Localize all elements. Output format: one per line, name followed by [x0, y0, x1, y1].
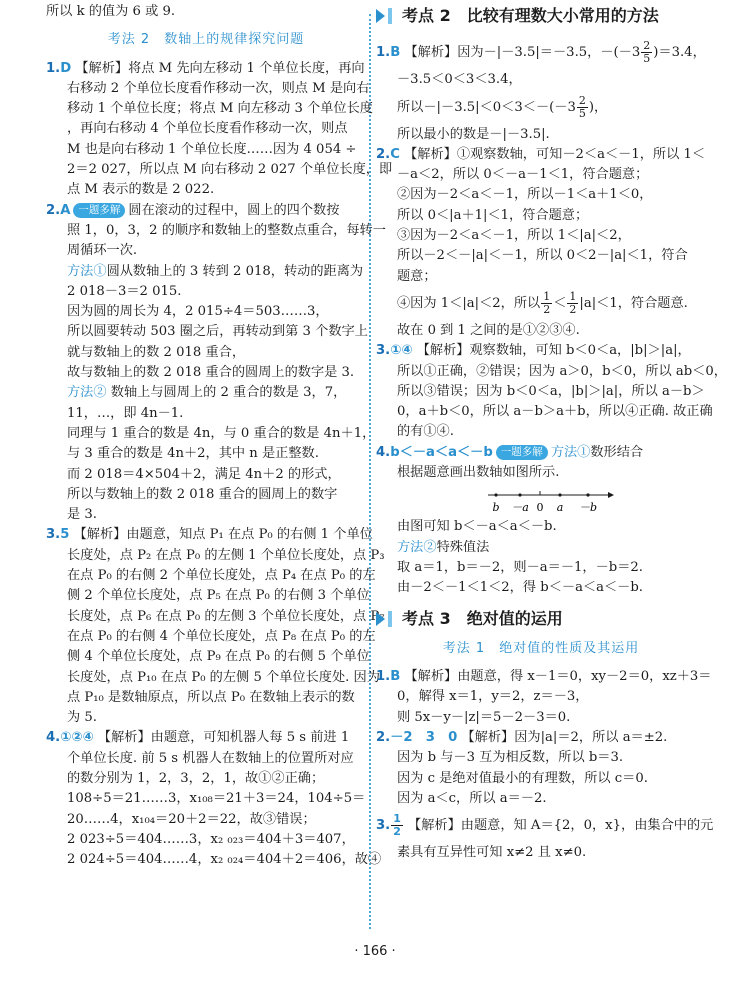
q1-line: ，再向右移动 4 个单位长度看作移动一次，则点 [67, 121, 348, 137]
bar-marker-icon [388, 611, 392, 627]
r-question-3 [376, 341, 727, 442]
q3-line: 侧 2 个单位长度处，点 P₅ 在点 P₀ 的右侧 3 个单位 [67, 588, 370, 604]
r-question-4 [376, 443, 706, 599]
fraction-denominator: 2 [393, 825, 401, 839]
multi-solution-tag: 一题多解 [496, 445, 548, 460]
r-question-1 [376, 36, 706, 145]
r3-line: 所以③错误；因为 b＜0＜a，|b|＞|a|，所以 a－b＞ [397, 383, 705, 399]
q1-answer: D [60, 60, 72, 76]
r1-line: －3.5＜0＜3＜3.4， [397, 72, 522, 88]
method-2-label: 方法② [397, 539, 437, 555]
r2-number: 2. [376, 146, 391, 162]
r2-line: ②因为－2＜a＜－1，所以－1＜a＋1＜0， [397, 187, 653, 203]
q3-line: 长度处，点 P₁₀ 在点 P₀ 的左侧 5 个单位长度处. 因为 [67, 669, 380, 685]
fraction [577, 95, 588, 120]
q2-line: 而 2 018＝4×504＋2，满足 4n＋2 的形式， [67, 466, 341, 482]
section-heading-3 [376, 609, 706, 629]
tick-neg-a [518, 494, 521, 497]
r3-answer: ①④ [390, 343, 413, 359]
q2-line: 数轴上与圆周上的 2 重合的数是 3，7， [110, 385, 347, 401]
q1-line: 右移动 2 个单位长度看作移动一次，则点 M 是向右 [67, 80, 370, 96]
tick-neg-b [586, 494, 589, 497]
r2-line: 题意； [397, 268, 437, 284]
r2-answer: C [390, 146, 400, 162]
right-column [376, 0, 727, 864]
method-1-label: 方法① [67, 263, 107, 279]
r2-line: 【解析】①观察数轴，可知－2＜a＜－1，所以 1＜ [404, 146, 706, 162]
r3-line: 所以①正确，②错误；因为 a＞0，b＜0，所以 ab＜0， [397, 363, 727, 379]
number-line-figure [412, 483, 706, 517]
r1-line: 【解析】因为－|－3.5|＝－3.5，－(－3 [404, 45, 641, 61]
r1-line: )， [588, 99, 608, 115]
q4-line: 的数分别为 1，2，3，2，1，故①②正确； [67, 770, 325, 786]
q4-answer: ①②④ [60, 730, 94, 746]
q2-line: 圆从数轴上的 3 转到 2 018，转动的距离为 [106, 263, 364, 279]
s3-answer-fraction [391, 813, 403, 838]
fraction-denominator: 2 [543, 302, 551, 316]
q3-line: 【解析】由题意，知点 P₁ 在点 P₀ 的右侧 1 个单位 [73, 527, 373, 543]
method-2-label: 方法② [67, 385, 107, 401]
q2-line: 所以与数轴上的数 2 018 重合的圆周上的数字 [67, 486, 338, 502]
fraction [641, 40, 652, 65]
r2-line: 所以 0＜|a＋1|＜1，符合题意； [397, 207, 589, 223]
r4-line: 由图可知 b＜－a＜a＜－b. [397, 519, 557, 535]
page-number: · 166 · [354, 944, 396, 959]
r3-line: 的有①④. [397, 424, 454, 440]
s-question-3 [376, 809, 714, 863]
s-question-1 [376, 667, 712, 728]
r1-line: 所以最小的数是－|－3.5|. [397, 126, 550, 142]
r4-line: 数形结合 [590, 444, 644, 460]
section-heading-2 [376, 6, 706, 26]
q2-line: 周循环一次. [67, 243, 138, 259]
fraction [541, 291, 552, 316]
question-4 [46, 728, 382, 870]
r2-line: ④因为 1＜|a|＜2，所以 [397, 295, 541, 311]
r3-number: 3. [376, 343, 391, 359]
q2-line: 所以圆要转动 503 圈之后，再转动到第 3 个数字上 [67, 324, 368, 340]
s3-line: 【解析】由题意，知 A＝{2，0，x}，由集合中的元 [408, 818, 714, 834]
r4-answer: b＜－a＜a＜－b [390, 444, 493, 460]
fraction-numerator: 2 [578, 93, 586, 107]
r3-line: 0，a＋b＜0，所以 a－b＞a＋b，所以④正确. 故正确 [397, 404, 713, 420]
q1-line: 2＝2 027，所以点 M 向右移动 2 027 个单位长度，即 [67, 162, 393, 178]
r2-line: －a＜2，所以 0＜－a－1＜1，符合题意； [397, 167, 649, 183]
r-question-2 [376, 145, 706, 341]
q3-line: 点 P₁₀ 是数轴原点，所以点 P₀ 在数轴上表示的数 [67, 689, 355, 705]
q2-line: 11，…，即 4n－1. [67, 405, 184, 421]
r1-number: 1. [376, 45, 391, 61]
label-neg-a: －a [511, 501, 529, 515]
method-1-label: 方法① [550, 444, 591, 460]
q2-line: 圆在滚动的过程中，圆上的四个数按 [128, 202, 340, 218]
question-3 [46, 525, 385, 728]
fraction-denominator: 5 [643, 52, 651, 66]
q1-line: M 也是向右移动 1 个单位长度……因为 4 054 ÷ [67, 141, 357, 157]
q2-answer: A [60, 202, 71, 218]
q4-line: 【解析】由题意，可知机器人每 5 s 前进 1 [97, 730, 350, 746]
question-1 [46, 59, 393, 201]
q4-line: 个单位长度. 前 5 s 机器人在数轴上的位置所对应 [67, 750, 354, 766]
r2-line: ＜ [553, 295, 567, 311]
arrow-icon [608, 492, 614, 498]
q3-answer: 5 [60, 527, 70, 543]
q2-line: 是 3. [67, 507, 97, 523]
r4-line: 根据题意画出数轴如图所示. [397, 465, 560, 481]
fraction-numerator: 1 [543, 289, 551, 303]
q4-number: 4. [46, 730, 61, 746]
q3-line: 在点 P₀ 的右侧 2 个单位长度处，点 P₄ 在点 P₀ 的左 [67, 568, 376, 584]
triangle-marker-icon [376, 612, 385, 626]
fraction-numerator: 1 [569, 289, 577, 303]
label-neg-b: －b [578, 501, 598, 515]
multi-solution-tag: 一题多解 [73, 203, 125, 218]
r4-line: 特殊值法 [436, 539, 490, 555]
s3-line: 素具有互异性可知 x≠2 且 x≠0. [397, 845, 587, 861]
r1-line: )＝3.4， [653, 45, 706, 61]
r4-number: 4. [376, 444, 391, 460]
s2-line: 因为 c 是绝对值最小的有理数，所以 c＝0. [397, 770, 648, 786]
s2-number: 2. [376, 730, 391, 746]
r2-line: 故在 0 到 1 之间的是①②③④. [397, 322, 580, 338]
r2-line: |a|＜1，符合题意. [579, 295, 688, 311]
left-column [46, 0, 393, 870]
q3-line: 长度处，点 P₆ 在点 P₀ 的左侧 3 个单位长度处，点 P₇ [67, 608, 385, 624]
fraction [567, 291, 578, 316]
s1-line: 则 5x－y－|z|＝5－2－3＝0. [397, 709, 571, 725]
r1-line: 所以－|－3.5|＜0＜3＜－(－3 [397, 99, 576, 115]
right-subhead: 考法 1 绝对值的性质及其运用 [442, 640, 640, 656]
q2-number: 2. [46, 202, 61, 218]
r1-answer: B [390, 45, 401, 61]
left-subhead: 考法 2 数轴上的规律探究问题 [107, 32, 305, 48]
number-line-svg [412, 483, 652, 517]
s3-number: 3. [376, 818, 391, 834]
column-divider [369, 14, 371, 929]
q3-number: 3. [46, 527, 61, 543]
s1-line: 【解析】由题意，得 x－1＝0，xy－2＝0，xz＋3＝ [404, 669, 712, 685]
q4-line: 20……4，x₁₀₄＝20＋2＝22，故③错误； [67, 811, 316, 827]
q3-line: 在点 P₀ 的右侧 4 个单位长度处，点 P₈ 在点 P₀ 的左 [67, 628, 376, 644]
r4-line: 取 a＝1，b＝－2，则－a＝－1，－b＝2. [397, 559, 643, 575]
section-heading-2-text: 考点 2 比较有理数大小常用的方法 [402, 6, 659, 25]
s2-answer: －2 3 0 [390, 730, 458, 746]
r3-line: 【解析】观察数轴，可知 b＜0＜a，|b|＞|a|， [416, 343, 691, 359]
q2-line: 因为圆的周长为 4，2 015÷4＝503……3， [67, 304, 329, 320]
s1-answer: B [390, 669, 401, 685]
r2-line: 所以－2＜－|a|＜－1，所以 0＜2－|a|＜1，符合 [397, 248, 688, 264]
q2-line: 同理与 1 重合的数是 4n，与 0 重合的数是 4n＋1， [67, 425, 376, 441]
bar-marker-icon [388, 8, 392, 24]
s-question-2 [376, 728, 706, 809]
q2-line: 与 3 重合的数是 4n＋2，其中 n 是正整数. [67, 446, 319, 462]
q1-line: 【解析】将点 M 先向左移动 1 个单位长度，再向 [75, 60, 365, 76]
s2-line: 因为 a＜c，所以 a＝－2. [397, 790, 547, 806]
q1-line: 移动 1 个单位长度；将点 M 向左移动 3 个单位长度 [67, 101, 373, 117]
section-heading-3-text: 考点 3 绝对值的运用 [402, 608, 563, 628]
q1-line: 点 M 表示的数是 2 022. [67, 182, 215, 198]
r2-line: ③因为－2＜a＜－1，所以 1＜|a|＜2， [397, 228, 631, 244]
fraction-numerator: 2 [643, 39, 651, 53]
r4-line: 由－2＜－1＜1＜2，得 b＜－a＜a＜－b. [397, 580, 643, 596]
label-zero: 0 [536, 501, 544, 515]
fraction-denominator: 5 [578, 106, 586, 120]
tick-b [494, 494, 497, 497]
q1-number: 1. [46, 60, 61, 76]
fraction-numerator: 1 [393, 812, 401, 826]
s1-line: 0，解得 x＝1，y＝2，z＝－3， [397, 689, 589, 705]
triangle-marker-icon [376, 9, 385, 23]
label-b: b [492, 501, 500, 515]
q4-line: 108÷5＝21……3，x₁₀₈＝21＋3＝24，104÷5＝ [67, 791, 366, 807]
s1-number: 1. [376, 669, 391, 685]
q2-line: 2 018－3＝2 015. [67, 283, 182, 299]
s2-line: 因为 b 与－3 互为相反数，所以 b＝3. [397, 750, 624, 766]
fraction-denominator: 2 [569, 302, 577, 316]
top-line: 所以 k 的值为 6 或 9. [46, 4, 176, 19]
q2-line: 照 1，0，3，2 的顺序和数轴上的整数点重合，每转一 [67, 222, 386, 238]
tick-a [558, 494, 561, 497]
q2-line: 就与数轴上的数 2 018 重合， [67, 344, 246, 360]
q4-line: 2 023÷5＝404……3，x₂ ₀₂₃＝404＋3＝407， [67, 831, 355, 847]
label-a: a [556, 501, 564, 515]
question-2 [46, 201, 386, 526]
q2-line: 故与数轴上的数 2 018 重合的圆周上的数字是 3. [67, 365, 355, 381]
q3-line: 长度处，点 P₂ 在点 P₀ 的左侧 1 个单位长度处，点 P₃ [67, 547, 385, 563]
q4-line: 2 024÷5＝404……4，x₂ ₀₂₄＝404＋2＝406，故④ [67, 852, 382, 868]
q3-line: 为 5. [67, 710, 97, 726]
q3-line: 侧 4 个单位长度处，点 P₉ 在点 P₀ 的右侧 5 个单位 [67, 649, 370, 665]
s2-line: 【解析】因为|a|＝2，所以 a＝±2. [461, 730, 668, 746]
